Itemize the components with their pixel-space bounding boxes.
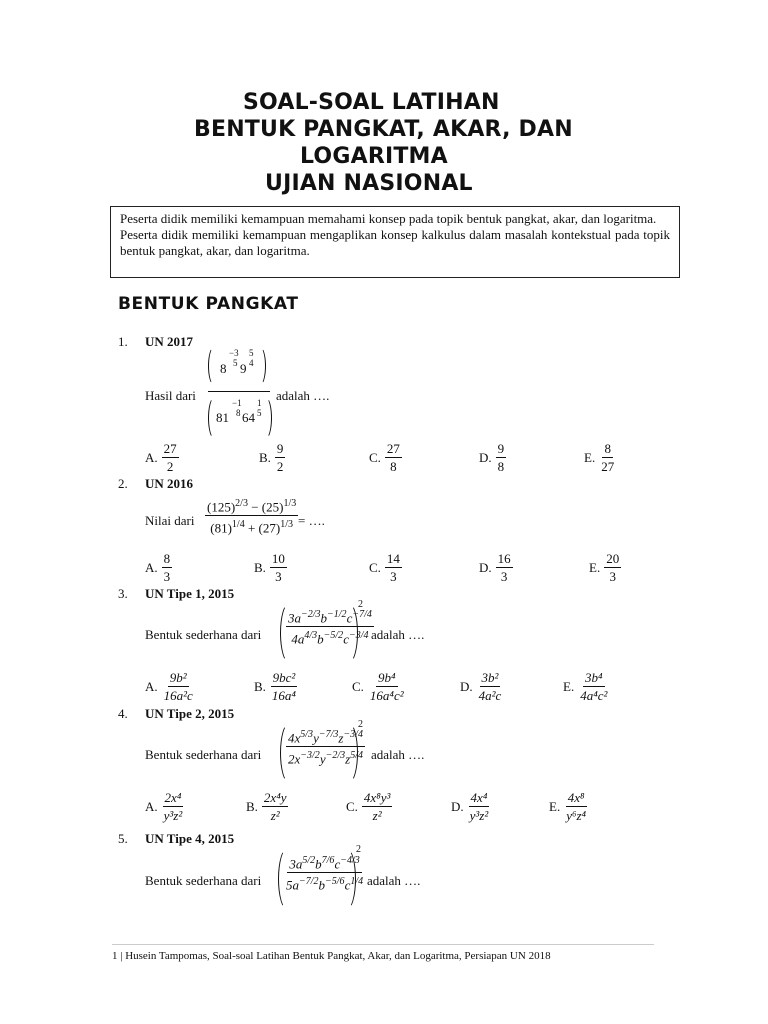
q3-option-c[interactable]: C. $\frac{\text{9b⁴}}{\text{16a⁴c²}}$ bbox=[352, 670, 404, 703]
q1-option-e[interactable]: E. $\frac{8}{27}$ bbox=[584, 441, 615, 474]
question-5-source: UN Tipe 4, 2015 bbox=[145, 831, 235, 846]
q5-denominator: $5a^{-7/2}b^{-5/6}c^{1/4}$ bbox=[286, 876, 364, 893]
objective-1: Peserta didik memiliki kemampuan memahami konsep pada topik bentuk pangkat, akar, dan logaritma. bbox=[120, 211, 657, 226]
question-3-suffix: adalah …. bbox=[371, 627, 425, 642]
question-1-prompt: Hasil dari bbox=[145, 388, 196, 403]
section-heading: BENTUK PANGKAT bbox=[118, 294, 299, 314]
question-2-expression bbox=[205, 496, 298, 536]
q4-outer-power: 2 bbox=[358, 719, 363, 730]
q1-option-c[interactable]: C. $\frac{27}{8}$ bbox=[369, 441, 400, 474]
q3-denominator: $4a^{4/3}b^{-5/2}c^{-3/4}$ bbox=[291, 630, 369, 647]
question-3-number: 3. bbox=[118, 586, 128, 601]
q4-numerator: $4x^{5/3}y^{-7/3}z^{-3/4}$ bbox=[288, 729, 363, 746]
q4-option-b[interactable]: B. $\frac{\text{2x⁴y}}{\text{z²}}$ bbox=[246, 790, 287, 823]
question-5-prompt: Bentuk sederhana dari bbox=[145, 873, 262, 888]
q5-outer-power: 2 bbox=[356, 844, 361, 855]
q3-numerator: $3a^{-2/3}b^{-1/2}c^{-7/4}$ bbox=[288, 609, 372, 626]
q1-den-exp2-n: 1 bbox=[257, 398, 262, 408]
question-3-expression bbox=[280, 599, 372, 661]
q4-option-d[interactable]: D. $\frac{\text{4x⁴}}{\text{y³z²}}$ bbox=[451, 790, 489, 823]
question-5-suffix: adalah …. bbox=[367, 873, 421, 888]
q3-option-d[interactable]: D. $\frac{\text{3b²}}{\text{4a²c}}$ bbox=[460, 670, 502, 703]
q2-option-c[interactable]: C. $\frac{14}{3}$ bbox=[369, 551, 400, 584]
q1-den-exp1-n: 1 bbox=[237, 398, 242, 408]
question-4-number: 4. bbox=[118, 706, 128, 721]
q2-option-a[interactable]: A. $\frac{8}{3}$ bbox=[145, 551, 171, 584]
question-1-expression: 8 −3 5 9 5 4 81 −1 8 64 1 5 bbox=[208, 347, 270, 439]
q1-option-b[interactable]: B. $\frac{9}{2}$ bbox=[259, 441, 284, 474]
question-4-suffix: adalah …. bbox=[371, 747, 425, 762]
title-line-3: LOGARITMA bbox=[300, 144, 448, 169]
q4-option-c[interactable]: C. $\frac{\text{4x⁸y³}}{\text{z²}}$ bbox=[346, 790, 391, 823]
q2-numerator: $(125)^{2/3} - (25)^{1/3}$ bbox=[207, 498, 297, 515]
question-4-prompt: Bentuk sederhana dari bbox=[145, 747, 262, 762]
q1-num-base2: 9 bbox=[240, 361, 247, 376]
q5-numerator: $3a^{5/2}b^{7/6}c^{-4/3}$ bbox=[289, 855, 360, 872]
q1-num-exp1-n: 3 bbox=[234, 348, 239, 358]
q3-outer-power: 2 bbox=[358, 599, 363, 610]
question-5-number: 5. bbox=[118, 831, 128, 846]
question-4-expression bbox=[280, 719, 364, 781]
question-4-source: UN Tipe 2, 2015 bbox=[145, 706, 235, 721]
question-1-number: 1. bbox=[118, 334, 128, 349]
q1-num-exp2-d: 4 bbox=[249, 358, 254, 368]
q3-option-b[interactable]: B. $\frac{\text{9bc²}}{\text{16a⁴}}$ bbox=[254, 670, 296, 703]
question-3-prompt: Bentuk sederhana dari bbox=[145, 627, 262, 642]
objectives-box bbox=[110, 206, 680, 278]
q2-option-b[interactable]: B. $\frac{10}{3}$ bbox=[254, 551, 285, 584]
q3-option-e[interactable]: E. $\frac{\text{3b⁴}}{\text{4a⁴c²}}$ bbox=[563, 670, 608, 703]
q1-num-exp2-n: 5 bbox=[249, 348, 254, 358]
question-2-prompt: Nilai dari bbox=[145, 513, 195, 528]
page-footer: 1 | Husein Tampomas, Soal-soal Latihan Bentuk Pangkat, Akar, dan Logaritma, Persiapan UN 2018 bbox=[112, 944, 654, 962]
q2-option-d[interactable]: D. $\frac{16}{3}$ bbox=[479, 551, 511, 584]
title-line-1: SOAL-SOAL LATIHAN bbox=[243, 90, 500, 115]
question-5-expression bbox=[278, 844, 364, 908]
q4-option-e[interactable]: E. $\frac{\text{4x⁸}}{\text{y⁶z⁴}}$ bbox=[549, 790, 587, 823]
q1-den-exp2-d: 5 bbox=[257, 408, 262, 418]
q1-den-exp1-d: 8 bbox=[236, 408, 241, 418]
q3-option-a[interactable]: A. $\frac{\text{9b²}}{\text{16a²c}}$ bbox=[145, 670, 193, 703]
question-2-suffix: = …. bbox=[298, 513, 325, 528]
q1-option-a[interactable]: A. $\frac{27}{2}$ bbox=[145, 441, 177, 474]
q1-num-base1: 8 bbox=[220, 361, 227, 376]
q1-den-base2: 64 bbox=[242, 410, 255, 425]
q1-den-base1: 81 bbox=[216, 410, 229, 425]
question-3-source: UN Tipe 1, 2015 bbox=[145, 586, 235, 601]
q1-num-exp1-d: 5 bbox=[233, 358, 238, 368]
question-2-number: 2. bbox=[118, 476, 128, 491]
objective-2: Peserta didik memiliki kemampuan mengaplikan konsep kalkulus dalam masalah kontekstual pada topik bentuk pangkat, akar, dan logaritma. bbox=[120, 227, 670, 258]
question-1-source: UN 2017 bbox=[145, 334, 194, 349]
question-2-source: UN 2016 bbox=[145, 476, 194, 491]
q1-option-d[interactable]: D. $\frac{9}{8}$ bbox=[479, 441, 505, 474]
title-line-4: UJIAN NASIONAL bbox=[265, 171, 473, 196]
q2-option-e[interactable]: E. $\frac{20}{3}$ bbox=[589, 551, 620, 584]
q4-denominator: $2x^{-3/2}y^{-2/3}z^{5/4}$ bbox=[288, 750, 363, 767]
q4-option-a[interactable]: A. $\frac{\text{2x⁴}}{\text{y³z²}}$ bbox=[145, 790, 183, 823]
title-line-2: BENTUK PANGKAT, AKAR, DAN bbox=[194, 117, 573, 142]
q2-denominator: $(81)^{1/4} + (27)^{1/3}$ bbox=[210, 519, 293, 536]
question-1-suffix: adalah …. bbox=[276, 388, 330, 403]
